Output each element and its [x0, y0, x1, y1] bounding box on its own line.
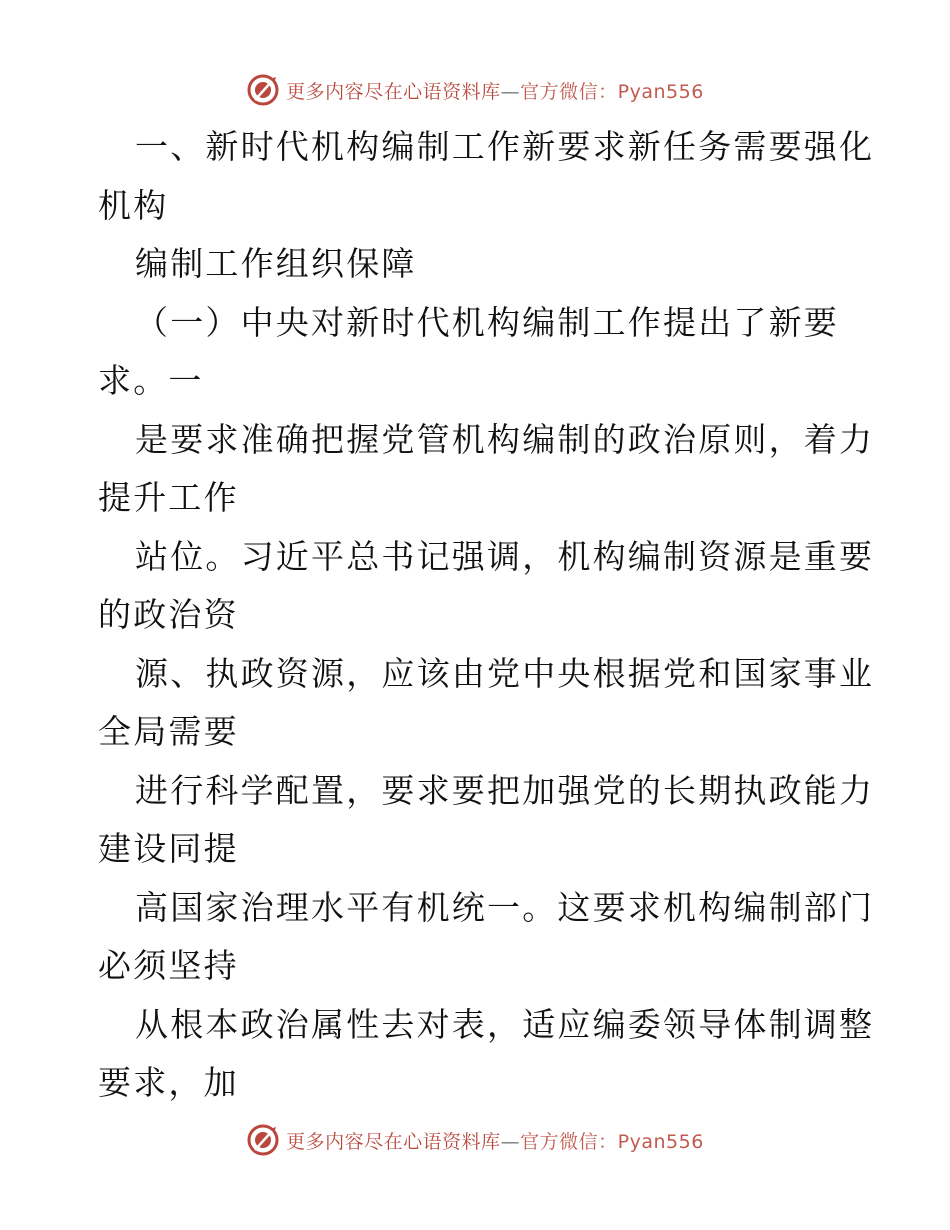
paragraph-line: 建设同提 — [98, 829, 239, 868]
quill-logo-icon — [246, 1123, 280, 1157]
quill-logo-icon — [246, 73, 280, 107]
paragraph-line: 是要求准确把握党管机构编制的政治原则，着力 — [135, 419, 875, 459]
paragraph-line: 机构 — [98, 185, 169, 225]
paragraph-line: 进行科学配置，要求要把加强党的长期执政能力 — [135, 770, 875, 810]
paragraph-line: 源、执政资源，应该由党中央根据党和国家事业 — [135, 653, 875, 693]
paragraph-line: （一）中央对新时代机构编制工作提出了新要 — [135, 302, 839, 342]
paragraph-line: 站位。习近平总书记强调，机构编制资源是重要 — [135, 536, 875, 576]
paragraph-line: 从根本政治属性去对表，适应编委领导体制调整 — [135, 1004, 875, 1044]
paragraph-line: 的政治资 — [98, 595, 239, 634]
header-watermark-banner — [0, 70, 950, 110]
paragraph-line: 高国家治理水平有机统一。这要求机构编制部门 — [135, 887, 875, 927]
paragraph-line: 要求，加 — [98, 1063, 239, 1102]
paragraph-line: 编制工作组织保障 — [135, 244, 417, 283]
document-body — [98, 118, 875, 1113]
paragraph-line: 必须坚持 — [98, 946, 239, 985]
watermark-text: 更多内容尽在心语资料库—官方微信：Pyan556 — [286, 80, 704, 103]
paragraph-line: 全局需要 — [98, 712, 239, 751]
paragraph-line: 一、新时代机构编制工作新要求新任务需要强化 — [135, 127, 875, 166]
footer-watermark-banner — [0, 1120, 950, 1160]
paragraph-line: 求。一 — [98, 361, 204, 400]
watermark-text: 更多内容尽在心语资料库—官方微信：Pyan556 — [286, 1130, 704, 1153]
paragraph-line: 提升工作 — [98, 478, 239, 517]
